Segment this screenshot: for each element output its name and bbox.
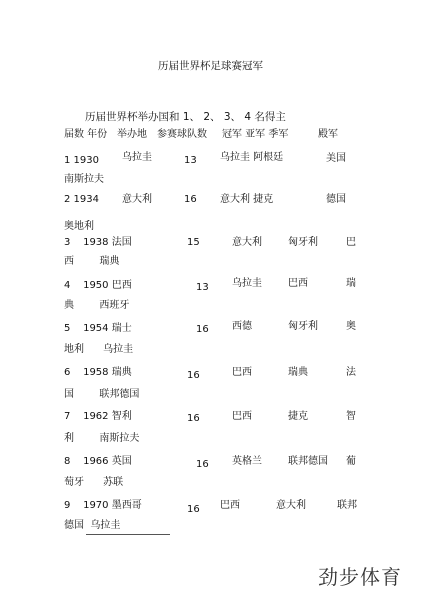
row-num-year: 3 1938 法国 xyxy=(64,237,132,248)
row-continuation: 地利 乌拉圭 xyxy=(64,344,134,355)
row-first-second: 巴西 xyxy=(232,411,252,422)
row-first-second: 乌拉圭 xyxy=(232,278,262,289)
row-continuation: 国 联邦德国 xyxy=(64,389,140,400)
row-fourth-part: 巴 xyxy=(346,237,356,248)
row-num-year: 5 1954 瑞士 xyxy=(64,323,132,334)
row-teams: 16 xyxy=(184,194,197,205)
row-teams: 16 xyxy=(187,370,200,381)
header-host: 举办地 xyxy=(117,129,147,140)
row-teams: 13 xyxy=(184,155,197,166)
row-continuation: 德国 乌拉圭 xyxy=(64,520,121,531)
row-third: 意大利 xyxy=(276,500,306,511)
row-teams: 15 xyxy=(187,237,200,248)
row-continuation: 南斯拉夫 xyxy=(64,174,104,185)
row-teams: 16 xyxy=(187,413,200,424)
row-third: 瑞典 xyxy=(288,367,308,378)
row-third: 巴西 xyxy=(288,278,308,289)
row-third: 匈牙利 xyxy=(288,237,318,248)
row-fourth-part: 奥 xyxy=(346,321,356,332)
row-num-year: 7 1962 智利 xyxy=(64,411,132,422)
header-placings: 冠军 亚军 季军 xyxy=(222,129,289,140)
row-first-second: 巴西 xyxy=(220,500,240,511)
row-num-year: 4 1950 巴西 xyxy=(64,280,132,291)
row-num-year: 8 1966 英国 xyxy=(64,456,132,467)
document-subtitle: 历届世界杯举办国和 1、 2、 3、 4 名得主 xyxy=(85,111,286,123)
row-first-second: 巴西 xyxy=(232,367,252,378)
row-num-year: 6 1958 瑞典 xyxy=(64,367,132,378)
row-num-year: 9 1970 墨西哥 xyxy=(64,500,142,511)
row-first-second: 意大利 捷克 xyxy=(220,194,274,205)
header-edition-year: 届数 年份 xyxy=(64,129,108,140)
row-fourth-part: 美国 xyxy=(326,153,346,164)
row-num-year: 2 1934 xyxy=(64,194,99,205)
row-fourth-part: 葡 xyxy=(346,456,356,467)
header-fourth: 殿军 xyxy=(318,129,338,140)
row-first-second: 意大利 xyxy=(232,237,262,248)
row-first-second: 西德 xyxy=(232,321,252,332)
row-host: 意大利 xyxy=(122,194,152,205)
header-teams: 参赛球队数 xyxy=(157,129,207,140)
row-host: 乌拉圭 xyxy=(122,152,152,163)
row-teams: 16 xyxy=(187,504,200,515)
row-continuation: 西 瑞典 xyxy=(64,256,120,267)
row-teams: 13 xyxy=(196,282,209,293)
divider xyxy=(86,534,170,535)
row-num-year: 1 1930 xyxy=(64,155,99,166)
document-title: 历届世界杯足球赛冠军 xyxy=(158,60,263,72)
row-third: 匈牙利 xyxy=(288,321,318,332)
row-third: 联邦德国 xyxy=(288,456,328,467)
row-first-second: 乌拉圭 阿根廷 xyxy=(220,152,284,163)
row-fourth-part: 法 xyxy=(346,367,356,378)
row-fourth-part: 德国 xyxy=(326,194,346,205)
row-teams: 16 xyxy=(196,459,209,470)
row-continuation: 利 南斯拉夫 xyxy=(64,433,140,444)
row-first-second: 英格兰 xyxy=(232,456,262,467)
row-fourth-part: 联邦 xyxy=(337,500,357,511)
row-teams: 16 xyxy=(196,324,209,335)
row-fourth-part: 瑞 xyxy=(346,278,356,289)
row-third: 捷克 xyxy=(288,411,308,422)
row-continuation: 典 西班牙 xyxy=(64,300,130,311)
row-continuation: 奥地利 xyxy=(64,221,94,232)
row-continuation: 萄牙 苏联 xyxy=(64,477,124,488)
row-fourth-part: 智 xyxy=(346,411,356,422)
watermark-text: 劲步体育 xyxy=(318,565,402,589)
